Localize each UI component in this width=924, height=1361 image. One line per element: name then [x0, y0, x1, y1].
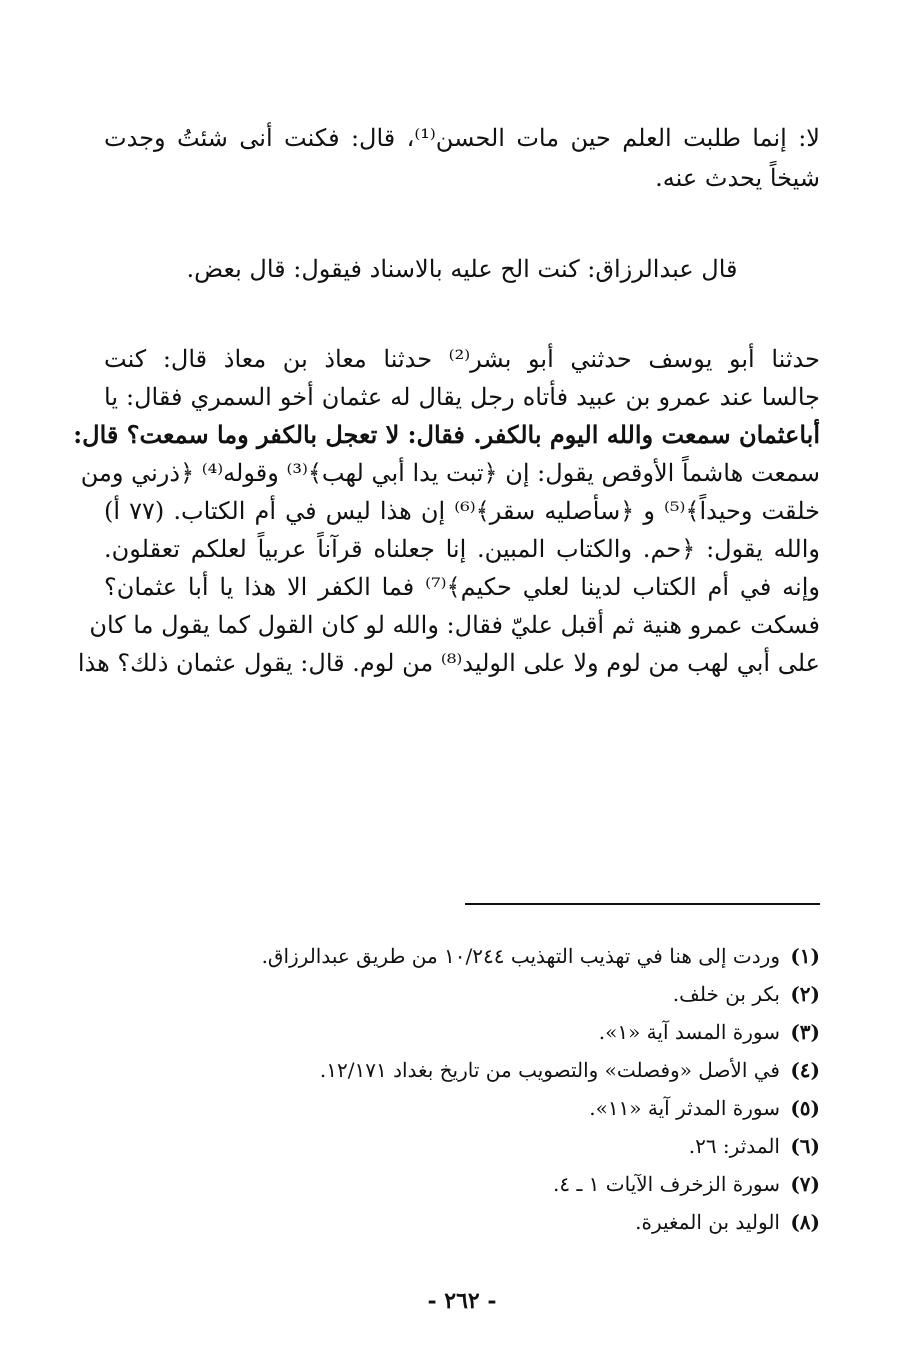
footnote: [104, 1169, 820, 1199]
paragraph-3-line-5: خلقت وحيداً﴾⁽⁵⁾ و ﴿سأصليه سقر﴾⁽⁶⁾ إن هذا ليس في أم الكتاب. (٧٧ أ): [104, 497, 820, 525]
footnote: [104, 979, 820, 1009]
paragraph-1-line-2: شيخاً يحدث عنه.: [655, 164, 820, 192]
footnote-text: سورة المدثر آية «١١».: [589, 1096, 780, 1120]
footnote: [104, 941, 820, 971]
footnote-number: (٧): [790, 1172, 820, 1196]
footnote-number: (٤): [790, 1058, 820, 1082]
footnote-text: في الأصل «وفصلت» والتصويب من تاريخ بغداد ١٢/١٧١.: [319, 1058, 780, 1082]
paragraph-3-line-6: والله يقول: ﴿حم. والكتاب المبين. إنا جعلناه قرآناً عربياً لعلكم تعقلون.: [104, 535, 820, 563]
footnote-number: (٨): [790, 1210, 820, 1234]
footnote-number: (٣): [790, 1020, 820, 1044]
footnote: [104, 1017, 820, 1047]
footnote-number: (٦): [790, 1134, 820, 1158]
paragraph-1-line-1: لا: إنما طلبت العلم حين مات الحسن⁽¹⁾، قال: فكنت أنى شئتُ وجدت: [104, 124, 820, 152]
paragraph-3-line-1: حدثنا أبو يوسف حدثني أبو بشر⁽²⁾ حدثنا معاذ بن معاذ قال: كنت: [104, 345, 820, 373]
page-number: - ٢٦٢ -: [427, 1288, 497, 1314]
footnote: [104, 1093, 820, 1123]
footnote-number: (٥): [790, 1096, 820, 1120]
footnote-text: سورة المسد آية «١».: [598, 1020, 780, 1044]
footnote-number: (٢): [790, 982, 820, 1006]
paragraph-3-line-9: على أبي لهب من لوم ولا على الوليد⁽⁸⁾ من لوم. قال: يقول عثمان ذلك؟ هذا: [77, 649, 820, 677]
footnote-text: المدثر: ٢٦.: [688, 1134, 780, 1158]
footnote-text: وردت إلى هنا في تهذيب التهذيب ١٠/٢٤٤ من طريق عبدالرزاق.: [261, 944, 780, 968]
paragraph-2: قال عبدالرزاق: كنت الح عليه بالاسناد فيقول: قال بعض.: [186, 255, 738, 283]
footnote-separator: [465, 903, 820, 905]
paragraph-3-line-3: أباعثمان سمعت والله اليوم بالكفر. فقال: لا تعجل بالكفر وما سمعت؟ قال:: [73, 420, 820, 449]
paragraph-3-line-7: وإنه في أم الكتاب لدينا لعلي حكيم﴾⁽⁷⁾ فما الكفر الا هذا يا أبا عثمان؟: [104, 573, 820, 601]
footnote-number: (١): [790, 944, 820, 968]
footnote: [104, 1055, 820, 1085]
paragraph-3-line-8: فسكت عمرو هنية ثم أقبل عليّ فقال: والله لو كان القول كما يقول ما كان: [89, 611, 820, 639]
paragraph-3-line-4: سمعت هاشماً الأوقص يقول: إن ﴿تبت يدا أبي لهب﴾⁽³⁾ وقوله⁽⁴⁾ ﴿ذرني ومن: [80, 459, 820, 487]
footnote-text: الوليد بن المغيرة.: [635, 1210, 780, 1234]
footnote: [104, 1131, 820, 1161]
footnote-text: سورة الزخرف الآيات ١ ـ ٤.: [552, 1172, 780, 1196]
footnote-text: بكر بن خلف.: [672, 982, 780, 1006]
paragraph-3-line-2: جالسا عند عمرو بن عبيد فأتاه رجل يقال له عثمان أخو السمري فقال: يا: [104, 383, 820, 411]
footnote: [104, 1207, 820, 1237]
